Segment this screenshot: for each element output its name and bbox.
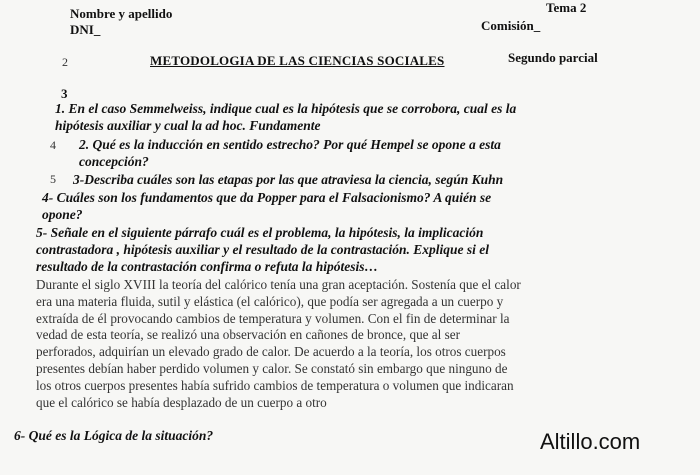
paragraph-line-4: vedad de esta teoría, se realizó una observación en cañones de bronce, que al ser <box>36 327 461 343</box>
question-1-line-2: hipótesis auxiliar y cual la ad hoc. Fundamente <box>55 118 321 133</box>
question-3: 3-Describa cuáles son las etapas por las que atraviesa la ciencia, según Kuhn <box>73 172 504 187</box>
question-5-line-1: 5- Señale en el siguiente párrafo cuál es el problema, la hipótesis, la implicación <box>36 225 484 240</box>
paragraph-line-1: Durante el siglo XVIII la teoría del calórico tenía una gran aceptación. Sostenía que el calor <box>36 277 521 292</box>
question-5 <box>36 224 656 275</box>
parcial-label: Segundo parcial <box>508 50 598 65</box>
paragraph-line-7: los otros cuerpos presentes había sufrido cambios de temperatura o volumen que indicaran <box>36 377 514 393</box>
name-label: Nombre y apellido <box>70 6 173 21</box>
question-2-line-1: 2. Qué es la inducción en sentido estrecho? Por qué Hempel se opone a esta <box>79 137 501 152</box>
question-6: 6- Qué es la Lógica de la situación? <box>14 428 214 443</box>
question-4-line-2: opone? <box>42 207 83 222</box>
page-number: 2 <box>62 55 68 69</box>
margin-number-5: 5 <box>50 172 56 186</box>
question-1-line-1: 1. En el caso Semmelweiss, indique cual es la hipótesis que se corrobora, cual es la <box>55 101 517 116</box>
comision-label: Comisión_ <box>481 18 541 33</box>
tema-label: Tema 2 <box>546 0 587 15</box>
margin-number-3: 3 <box>61 86 68 101</box>
question-5-line-2: contrastadora , hipótesis auxiliar y el resultado de la contrastación. Explique si el <box>36 242 490 257</box>
exam-title: METODOLOGIA DE LAS CIENCIAS SOCIALES <box>150 53 445 68</box>
question-5-line-3: resultado de la contrastación confirma o refuta la hipótesis… <box>36 259 379 274</box>
dni-label: DNI_ <box>70 22 101 37</box>
question-1 <box>55 100 655 134</box>
margin-number-4: 4 <box>50 138 56 152</box>
paragraph-line-2: era una materia fluida, sutil y elástica (el calórico), que podía ser agregada a un cuerpo y <box>36 293 504 309</box>
question-4-line-1: 4- Cuáles son los fundamentos que da Popper para el Falsacionismo? A quién se <box>42 190 492 205</box>
watermark-text: Altillo.com <box>540 429 641 454</box>
question-2 <box>79 136 639 170</box>
paragraph-line-6: presentes debían haber perdido volumen y calor. Se constató sin embargo que ninguno de <box>36 360 508 376</box>
paragraph-line-8: que el calórico se había desplazado de un cuerpo a otro <box>36 394 327 410</box>
paragraph-line-5: perforados, adquirían un elevado grado de calor. De acuerdo a la teoría, los otros cuerpos <box>36 344 506 360</box>
question-2-line-2: concepción? <box>79 154 149 169</box>
paragraph-line-3: extraída de él provocando cambios de temperatura y volumen. Con el fin de determinar la <box>36 310 510 326</box>
question-4 <box>42 189 652 223</box>
case-paragraph <box>36 277 676 411</box>
